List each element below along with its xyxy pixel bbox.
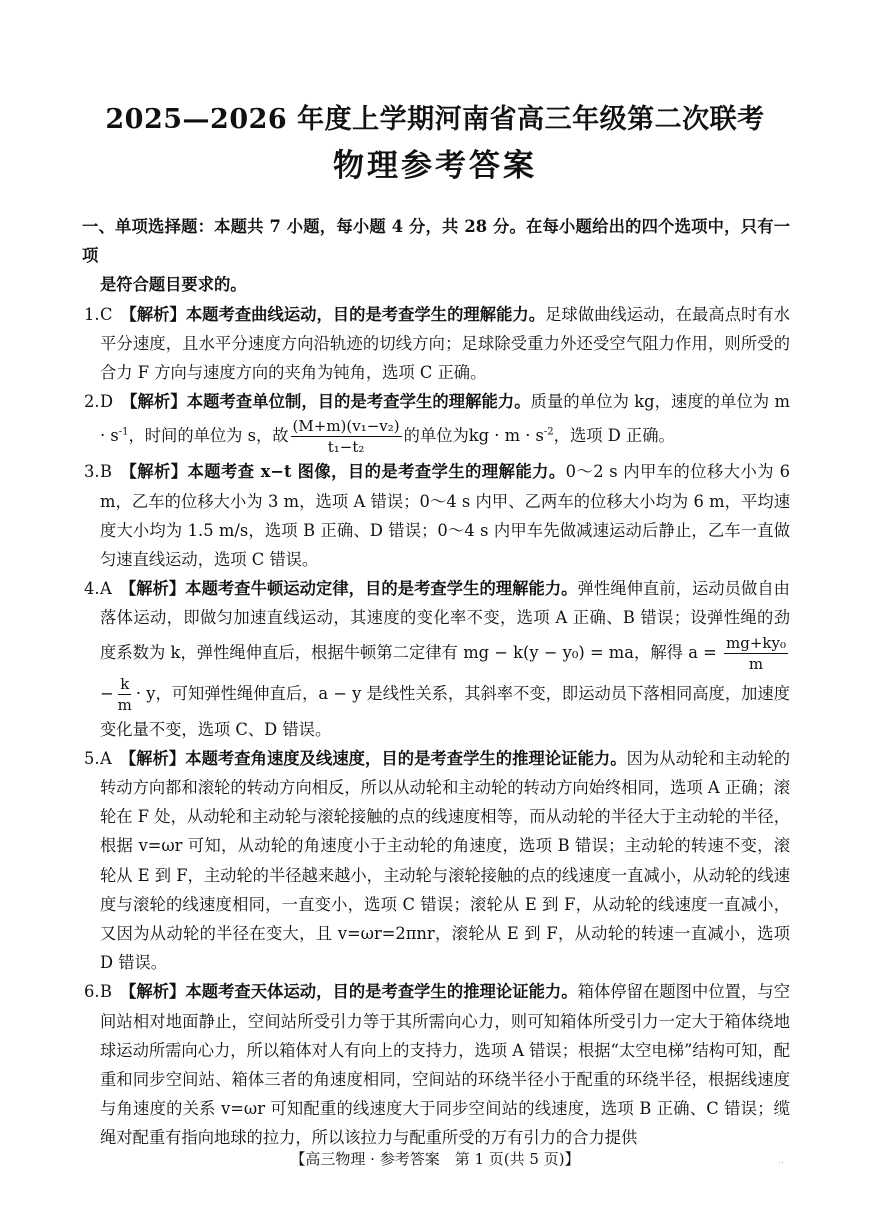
question-number: 3. [84, 462, 100, 482]
analysis-text-b: ，时间的单位为 s，故 [128, 426, 289, 446]
answer-letter: B [100, 982, 112, 1002]
fraction-numerator: k [120, 674, 130, 693]
fraction-denominator: m [117, 695, 132, 714]
question-focus: 本题考查单位制，目的是考查学生的理解能力。 [186, 392, 531, 412]
scan-mark: ‥ [778, 1156, 785, 1166]
analysis-text: 0～2 s 内甲车的位移大小为 6 m，乙车的位移大小为 3 m，选项 A 错误；0～4 s 内甲、乙两车的位移大小均为 6 m，平均速度大小均为 1.5 m/s，选项 B 正确、D 错误；0～4 s 内甲车先做减速运动后静止，乙车一直做匀速直线运动，选项 C 错误。 [100, 462, 790, 570]
fraction [724, 633, 788, 674]
answer-content [82, 212, 791, 1153]
section-heading [82, 212, 790, 300]
question-focus: 本题考查天体运动，目的是考查学生的推理论证能力。 [185, 982, 578, 1002]
fraction-numerator: mg+ky₀ [726, 633, 786, 652]
answer-letter: D [100, 392, 114, 412]
fraction [291, 416, 402, 457]
exam-title: 2025—2026 年度上学期河南省高三年级第二次联考 [105, 104, 765, 135]
section-heading-line1: 一、单项选择题：本题共 7 小题，每小题 4 分，共 28 分。在每小题给出的四个选项中，只有一项 [82, 217, 790, 266]
fraction-numerator: (M+m)(v₁−v₂) [292, 417, 400, 436]
question-2 [84, 387, 790, 457]
answer-letter: A [100, 579, 112, 599]
analysis-tag: 【解析】 [119, 982, 186, 1002]
analysis-text: 箱体停留在题图中位置，与空间站相对地面静止，空间站所受引力等于其所需向心力，则可知箱体所受引力一定大于箱体绕地球运动所需向心力，所以箱体对人有向上的支持力，选项 A 错误；根据“太空电梯”结构可知，配重和同步空间站、箱体三者的角速度相同，空间站的环绕半径小于配重的环绕半径，根据线速度与角速度的关系 v=ωr 可知配重的线速度大于同步空间站的线速度，选项 B 正确、C 错误；缆绳对配重有指向地球的拉力，所以该拉力与配重所受的万有引力的合力提供 [100, 982, 791, 1148]
unit-exponent: -2 [543, 427, 554, 438]
section-heading-line2: 是符合题目要求的。 [100, 275, 247, 295]
analysis-text: 足球做曲线运动，在最高点时有水平分速度，且水平分速度方向沿轨迹的切线方向；足球除受重力外还受空气阻力作用，则所受的合力 F 方向与速度方向的夹角为钝角，选项 C 正确。 [100, 304, 790, 383]
question-focus: 本题考查曲线运动，目的是考查学生的理解能力。 [185, 304, 546, 324]
question-number: 2. [84, 392, 100, 412]
question-number: 5. [84, 748, 100, 768]
analysis-text-d: ，选项 D 正确。 [553, 426, 675, 446]
analysis-tag: 【解析】 [119, 462, 188, 482]
answer-letter: C [100, 304, 113, 324]
question-number: 6. [84, 982, 100, 1002]
analysis-tag: 【解析】 [119, 579, 186, 599]
page-footer: 【高三物理 · 参考答案 第 1 页(共 5 页)】 [290, 1150, 580, 1168]
analysis-text: 因为从动轮和主动轮的转动方向都和滚轮的转动方向相反，所以从动轮和主动轮的转动方向始终相同，选项 A 正确；滚轮在 F 处，从动轮和主动轮与滚轮接触的点的线速度相等，而从动轮的半径大于主动轮的半径，根据 v=ωr 可知，从动轮的角速度小于主动轮的角速度，选项 B 错误；主动轮的转速不变，滚轮从 E 到 F，主动轮的半径越来越小，主动轮与滚轮接触的点的线速度一直减小，从动轮的线速度与滚轮的线速度相同，一直变小，选项 C 错误；滚轮从 E 到 F，从动轮的线速度一直减小，又因为从动轮的半径在变大，且 v=ωr=2πnr，滚轮从 E 到 F，从动轮的转速一直减小，选项 D 错误。 [100, 748, 790, 973]
question-focus: 本题考查 x−t 图像，目的是考查学生的理解能力。 [187, 462, 566, 482]
answer-key-title: 物理参考答案 [333, 148, 537, 184]
analysis-text-a: 质量的单位为 kg，速度的单位为 m · s [100, 392, 790, 446]
question-6 [84, 977, 791, 1152]
analysis-tag: 【解析】 [121, 392, 187, 412]
question-3 [84, 457, 790, 574]
question-4: 4.A 【解析】本题考查牛顿运动定律，目的是考查学生的理解能力。弹性绳伸直前，运动员做自由落体运动，即做匀加速直线运动，其速度的变化率不变，选项 A 正确、B 错误；设弹性绳的劲度系数为 k，弹性绳伸直后，根据牛顿第二定律有 mg − k(y − y₀) = ma，解得 a = $\frac{\text{mg+ky₀}}{m}$ − $\frac{k}{m}$ · y，可知弹性绳伸直后，a − y 是线性关系，其斜率不变，即运动员下落相同高度，加速度变化量不变，选项 C、D 错误。 [100, 574, 790, 744]
unit-exponent: -1 [118, 427, 129, 438]
question-1 [84, 300, 790, 388]
fraction [116, 674, 134, 715]
fraction-denominator: t₁−t₂ [327, 438, 365, 457]
analysis-text-b: · y，可知弹性绳伸直后，a − y 是线性关系，其斜率不变，即运动员下落相同高度，加速度变化量不变，选项 C、D 错误。 [100, 683, 790, 739]
answer-letter: A [100, 748, 112, 768]
answer-letter: B [100, 462, 112, 482]
fraction-denominator: m [748, 654, 764, 673]
analysis-text-a: 弹性绳伸直前，运动员做自由落体运动，即做匀加速直线运动，其速度的变化率不变，选项 A 正确、B 错误；设弹性绳的劲度系数为 k，弹性绳伸直后，根据牛顿第二定律有 mg − k(y − y₀) = ma，解得 a = [100, 579, 790, 662]
question-focus: 本题考查牛顿运动定律，目的是考查学生的理解能力。 [185, 579, 578, 599]
question-number: 4. [84, 579, 100, 599]
analysis-tag: 【解析】 [119, 748, 186, 768]
question-number: 1. [84, 304, 100, 324]
question-5 [84, 744, 790, 978]
analysis-text-c: 的单位为kg · m · s [403, 426, 544, 446]
analysis-tag: 【解析】 [120, 304, 186, 324]
question-focus: 本题考查角速度及线速度，目的是考查学生的推理论证能力。 [185, 748, 627, 768]
